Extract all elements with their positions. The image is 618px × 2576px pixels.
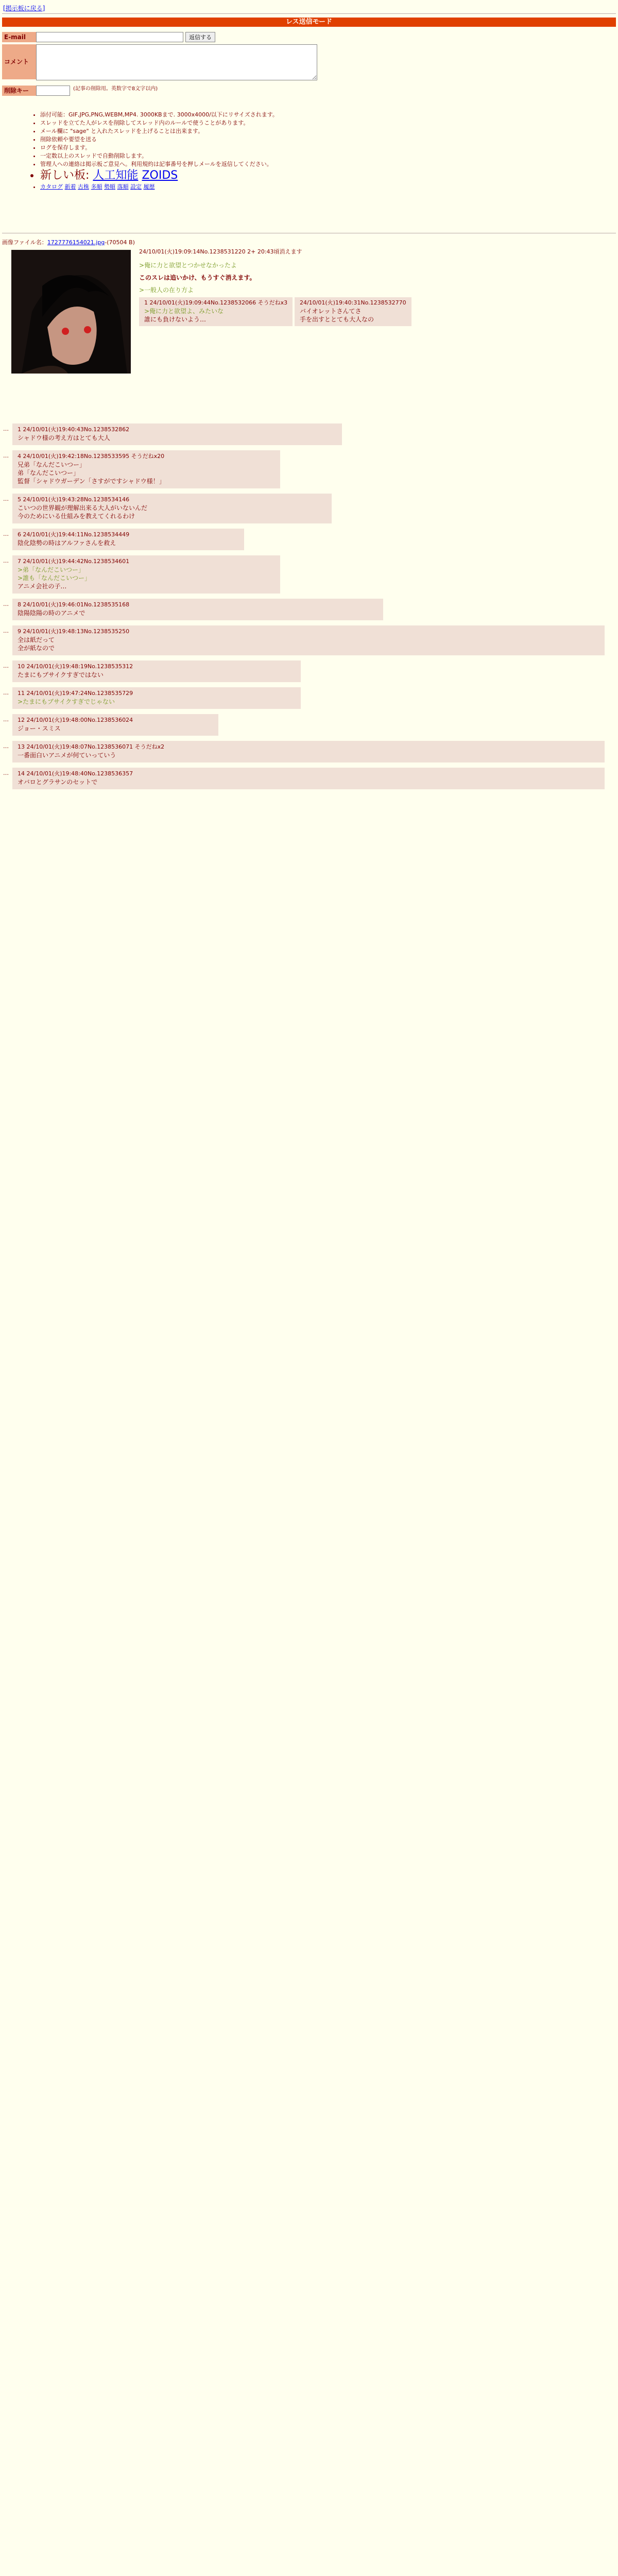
reply-marker: … [3,628,9,634]
nav-link[interactable]: 古株 [78,183,89,190]
nav-link[interactable]: 新着 [64,183,76,190]
reply-text: オバロとグラサンのセットで [18,778,98,786]
reply-post [12,555,280,594]
anime-character-image [11,250,131,374]
reply-header: 6 24/10/01(火)19:44:11No.1238534449 [18,531,130,538]
rule-item: • 管理人への連絡は掲示板ご意見へ。利用規約は記事番号を押しメールを返信してください。 [40,160,278,168]
small-links [40,183,278,191]
op-sub-reply [295,297,411,326]
reply-text: 今のためにいる仕組みを教えてくれるわけ [18,513,135,520]
reply-header: 9 24/10/01(火)19:48:13No.1238535250 [18,628,130,635]
op-text: このスレは追いかけ、もうすぐ消えます。 [139,274,256,282]
reply-marker: … [3,770,9,776]
reply-quote: >弟「なんだこいつー」 [18,566,85,573]
back-link[interactable]: [掲示板に戻る] [3,5,45,12]
reply-marker: … [3,496,9,502]
reply-header: 4 24/10/01(火)19:42:18No.1238533595 そうだねx20 [18,453,165,460]
reply-text: 陰陽陰陽の時のアニメで [18,609,85,617]
reply-marker: … [3,531,9,537]
rule-item: • 一定数以上のスレッドで自動削除します。 [40,152,278,160]
reply-header: 1 24/10/01(火)19:40:43No.1238532862 [18,426,130,433]
submit-button[interactable]: 返信する [185,32,215,42]
reply-header: 11 24/10/01(火)19:47:24No.1238535729 [18,690,133,697]
reply-marker: … [3,601,9,607]
reply-header: 10 24/10/01(火)19:48:19No.1238535312 [18,663,133,670]
op-sub-reply [139,297,293,326]
rule-item: • スレッドを立てた人がレスを削除してスレッド内のルールで使うことがあります。 [40,119,278,127]
divider [2,13,616,14]
rules-list [20,111,278,191]
reply-header: 8 24/10/01(火)19:46:01No.1238535168 [18,601,130,608]
delete-key-note: (記事の削除用。英数字で8文字以内) [73,86,158,92]
new-boards [40,168,278,183]
reply-text: バイオレットさんてさ [299,308,362,315]
board-link[interactable]: 人工知能 [93,169,139,182]
op-image[interactable] [11,250,131,374]
reply-header: 14 24/10/01(火)19:48:40No.1238536357 [18,770,133,777]
reply-quote: >誰も「なんだこいつー」 [18,574,91,582]
nav-link[interactable]: 落順 [117,183,129,190]
reply-text: 誰にも負けないよう… [144,316,207,324]
reply-text: アニメ会社の子… [18,583,67,590]
reply-text: たまにもブサイクすぎではない [18,671,104,679]
mode-title: レス送信モード [2,18,616,27]
op-post [139,248,603,326]
reply-header: 1 24/10/01(火)19:09:44No.1238532066 そうだねx3 [144,299,288,307]
reply-header: 12 24/10/01(火)19:48:00No.1238536024 [18,717,133,723]
reply-post [12,529,244,550]
nav-link[interactable]: 勢順 [104,183,115,190]
reply-header: 13 24/10/01(火)19:48:07No.1238536071 そうだねx2 [18,743,165,750]
reply-post [12,450,280,488]
reply-marker: … [3,716,9,723]
reply-text: 弟「なんだこいつー」 [18,469,80,477]
email-field[interactable] [36,32,183,42]
reply-text: シャドウ様の考え方はとても大人 [18,434,110,442]
reply-marker: … [3,689,9,696]
rule-item: • 添付可能：GIF,JPG,PNG,WEBM,MP4. 3000KBまで. 3000x4000/以下にリサイズされます。 [40,111,278,119]
file-meta: -(70504 B) [105,239,135,246]
reply-quote: >たまにもブサイクすぎでじゃない [18,698,115,705]
op-quote: >一般人の在り方よ [139,286,194,294]
reply-text: 陰化陰勢の時はアルファさんを救え [18,539,116,547]
reply-post [12,625,605,655]
reply-text: 兄弟「なんだこいつー」 [18,461,86,468]
comment-field[interactable] [36,44,317,80]
new-boards-label: 新しい板: [40,169,90,182]
reply-header: 24/10/01(火)19:40:31No.1238532770 [299,299,406,307]
reply-quote: >俺に力と欲望よ、みたいな [144,308,224,315]
reply-text: ジョー・スミス [18,725,61,732]
delete-key-field[interactable] [36,86,70,96]
reply-marker: … [3,663,9,669]
reply-marker: … [3,426,9,432]
reply-text: 全が紙なので [18,645,55,652]
file-label: 画像ファイル名： [2,239,47,246]
reply-header: 5 24/10/01(火)19:43:28No.1238534146 [18,496,130,503]
reply-header: 7 24/10/01(火)19:44:42No.1238534601 [18,558,130,565]
nav-link[interactable]: 多順 [91,183,102,190]
reply-text: 監督「シャドウガーデン「さすがですシャドウ様！」 [18,478,165,485]
op-header: 24/10/01(火)19:09:14No.1238531220 2+ 20:43頃消えます [139,248,302,255]
reply-marker: … [3,452,9,459]
reply-post [12,714,218,736]
reply-text: 一番面白いアニメが何ていっていう [18,752,116,759]
nav-link[interactable]: 履歴 [143,183,155,190]
email-label: E-mail [2,32,36,42]
file-link[interactable]: 1727776154021.jpg [47,239,105,246]
reply-post [12,768,605,789]
op-quote: >俺に力と欲望とつかせなかったよ [139,261,237,269]
reply-text: こいつの世界観が理解出来る大人がいないんだ [18,504,148,512]
reply-post [12,494,332,523]
reply-marker: … [3,557,9,564]
reply-post [12,599,383,620]
rule-item: • ログを保存します。 [40,144,278,152]
nav-link[interactable]: 設定 [130,183,142,190]
reply-post [12,660,301,682]
board-link[interactable]: ZOIDS [142,169,178,182]
reply-marker: … [3,743,9,750]
nav-link[interactable]: カタログ [40,183,63,190]
delete-key-label: 削除キー [2,86,36,96]
reply-text: 手を出すととても大人なの [299,316,374,324]
reply-post [12,687,301,709]
reply-text: 全は紙だって [18,636,55,643]
rule-item: • メール欄に "sage" と入れたスレッドを上げることは出来ます。 [40,127,278,135]
comment-label: コメント [2,44,36,79]
reply-form [2,32,317,98]
reply-post [12,741,605,762]
rule-item: • 削除依頼や要望を送る [40,135,278,144]
reply-post [12,423,342,445]
file-info [2,239,135,247]
